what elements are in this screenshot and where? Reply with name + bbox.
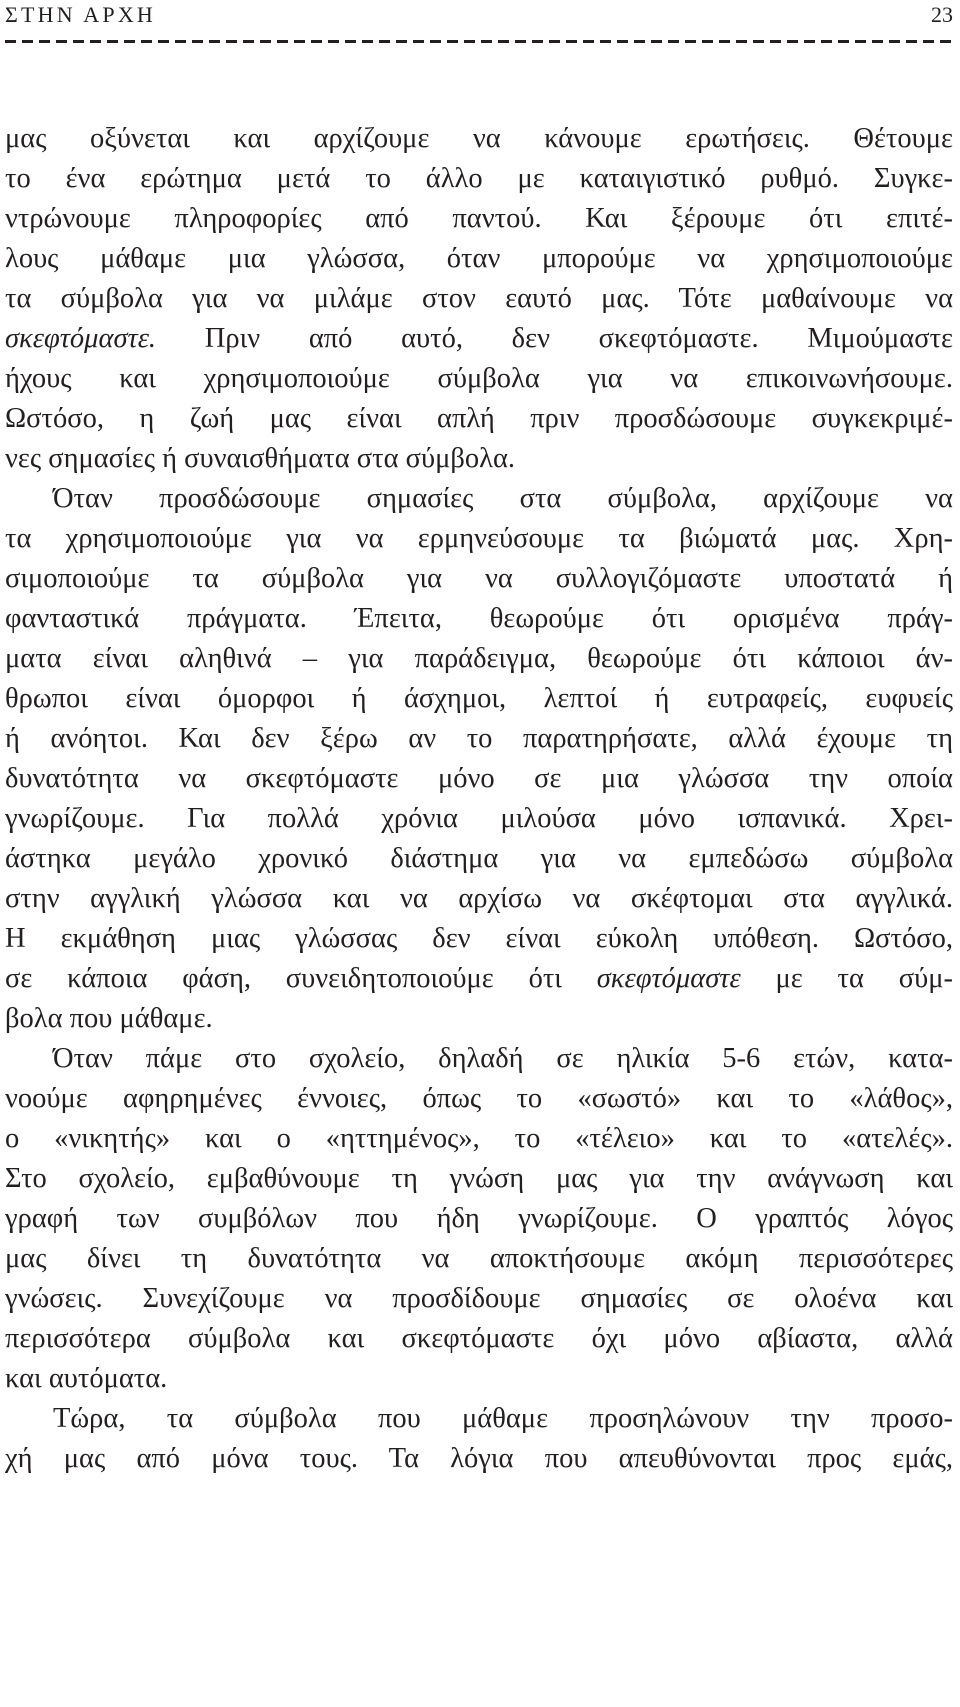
text-line: ματα είναι αληθινά – για παράδειγμα, θεωρούμε ότι κάποιοι άν- — [5, 643, 953, 674]
text-line: Όταν προσδώσουμε σημασίες στα σύμβολα, αρχίζουμε να — [53, 483, 953, 514]
text-line: θρωποι είναι όμορφοι ή άσχημοι, λεπτοί ή ευτραφείς, ευφυείς — [5, 683, 953, 714]
text-line — [5, 319, 953, 359]
text-line: βολα που μάθαμε. — [5, 1003, 213, 1034]
text-line: μας δίνει τη δυνατότητα να αποκτήσουμε ακόμη περισσότερες — [5, 1243, 953, 1274]
text-line: ήχους και χρησιμοποιούμε σύμβολα για να επικοινωνήσουμε. — [5, 363, 953, 394]
page-number: 23 — [931, 2, 953, 27]
text-line: χή μας από μόνα τους. Τα λόγια που απευθύνονται προς εμάς, — [5, 1443, 953, 1474]
text-line: μας οξύνεται και αρχίζουμε να κάνουμε ερωτήσεις. Θέτουμε — [5, 123, 953, 154]
text-line: τα χρησιμοποιούμε για να ερμηνεύσουμε τα βιώματά μας. Χρη- — [5, 523, 953, 554]
italic-word: σκεφτόμαστε — [596, 963, 741, 994]
text-line: Η εκμάθηση μιας γλώσσας δεν είναι εύκολη υπόθεση. Ωστόσο, — [5, 923, 953, 954]
text-line: στην αγγλική γλώσσα και να αρχίσω να σκέφτομαι στα αγγλικά. — [5, 883, 953, 914]
text-fragment: σε κάποια φάση, συνειδητοποιούμε ότι — [5, 963, 597, 994]
text-line: και αυτόματα. — [5, 1363, 168, 1394]
text-line: Τώρα, τα σύμβολα που μάθαμε προσηλώνουν την προσο- — [53, 1403, 953, 1434]
text-line: Όταν πάμε στο σχολείο, δηλαδή σε ηλικία 5-6 ετών, κατα- — [53, 1043, 953, 1074]
text-line: Στο σχολείο, εμβαθύνουμε τη γνώση μας για την ανάγνωση και — [5, 1163, 953, 1194]
text-fragment: με τα σύμ- — [740, 963, 953, 994]
text-line: τα σύμβολα για να μιλάμε στον εαυτό μας. Τότε μαθαίνουμε να — [5, 283, 953, 314]
running-title: ΣΤΗΝ ΑΡΧΗ — [5, 2, 157, 27]
italic-word: σκεφτόμαστε. — [5, 323, 157, 354]
body-text — [5, 119, 953, 1479]
text-line: δυνατότητα να σκεφτόμαστε μόνο σε μια γλώσσα την οποία — [5, 763, 953, 794]
text-line: ο «νικητής» και ο «ηττημένος», το «τέλειο» και το «ατελές». — [5, 1123, 953, 1154]
text-line — [5, 959, 953, 999]
running-header — [5, 0, 953, 30]
text-line: Ωστόσο, η ζωή μας είναι απλή πριν προσδώσουμε συγκεκριμέ- — [5, 403, 953, 434]
text-line: ή ανόητοι. Και δεν ξέρω αν το παρατηρήσατε, αλλά έχουμε τη — [5, 723, 953, 754]
text-line: σιμοποιούμε τα σύμβολα για να συλλογιζόμαστε υποστατά ή — [5, 563, 953, 594]
text-line: λους μάθαμε μια γλώσσα, όταν μπορούμε να χρησιμοποιούμε — [5, 243, 953, 274]
text-line: γραφή των συμβόλων που ήδη γνωρίζουμε. Ο γραπτός λόγος — [5, 1203, 953, 1234]
text-line: γνώσεις. Συνεχίζουμε να προσδίδουμε σημασίες σε ολοένα και — [5, 1283, 953, 1314]
text-line: γνωρίζουμε. Για πολλά χρόνια μιλούσα μόνο ισπανικά. Χρει- — [5, 803, 953, 834]
text-fragment: Πριν από αυτό, δεν σκεφτόμαστε. Μιμούμαστε — [156, 323, 953, 354]
text-line: φανταστικά πράγματα. Έπειτα, θεωρούμε ότι ορισμένα πράγ- — [5, 603, 953, 634]
text-line: ντρώνουμε πληροφορίες από παντού. Και ξέρουμε ότι επιτέ- — [5, 203, 953, 234]
text-line: νες σημασίες ή συναισθήματα στα σύμβολα. — [5, 443, 516, 474]
text-line: νοούμε αφηρημένες έννοιες, όπως το «σωστό» και το «λάθος», — [5, 1083, 953, 1114]
text-line: το ένα ερώτημα μετά το άλλο με καταιγιστικό ρυθμό. Συγκε- — [5, 163, 953, 194]
text-line: περισσότερα σύμβολα και σκεφτόμαστε όχι μόνο αβίαστα, αλλά — [5, 1323, 953, 1354]
text-line: άστηκα μεγάλο χρονικό διάστημα για να εμπεδώσω σύμβολα — [5, 843, 953, 874]
dashed-rule — [5, 40, 953, 43]
